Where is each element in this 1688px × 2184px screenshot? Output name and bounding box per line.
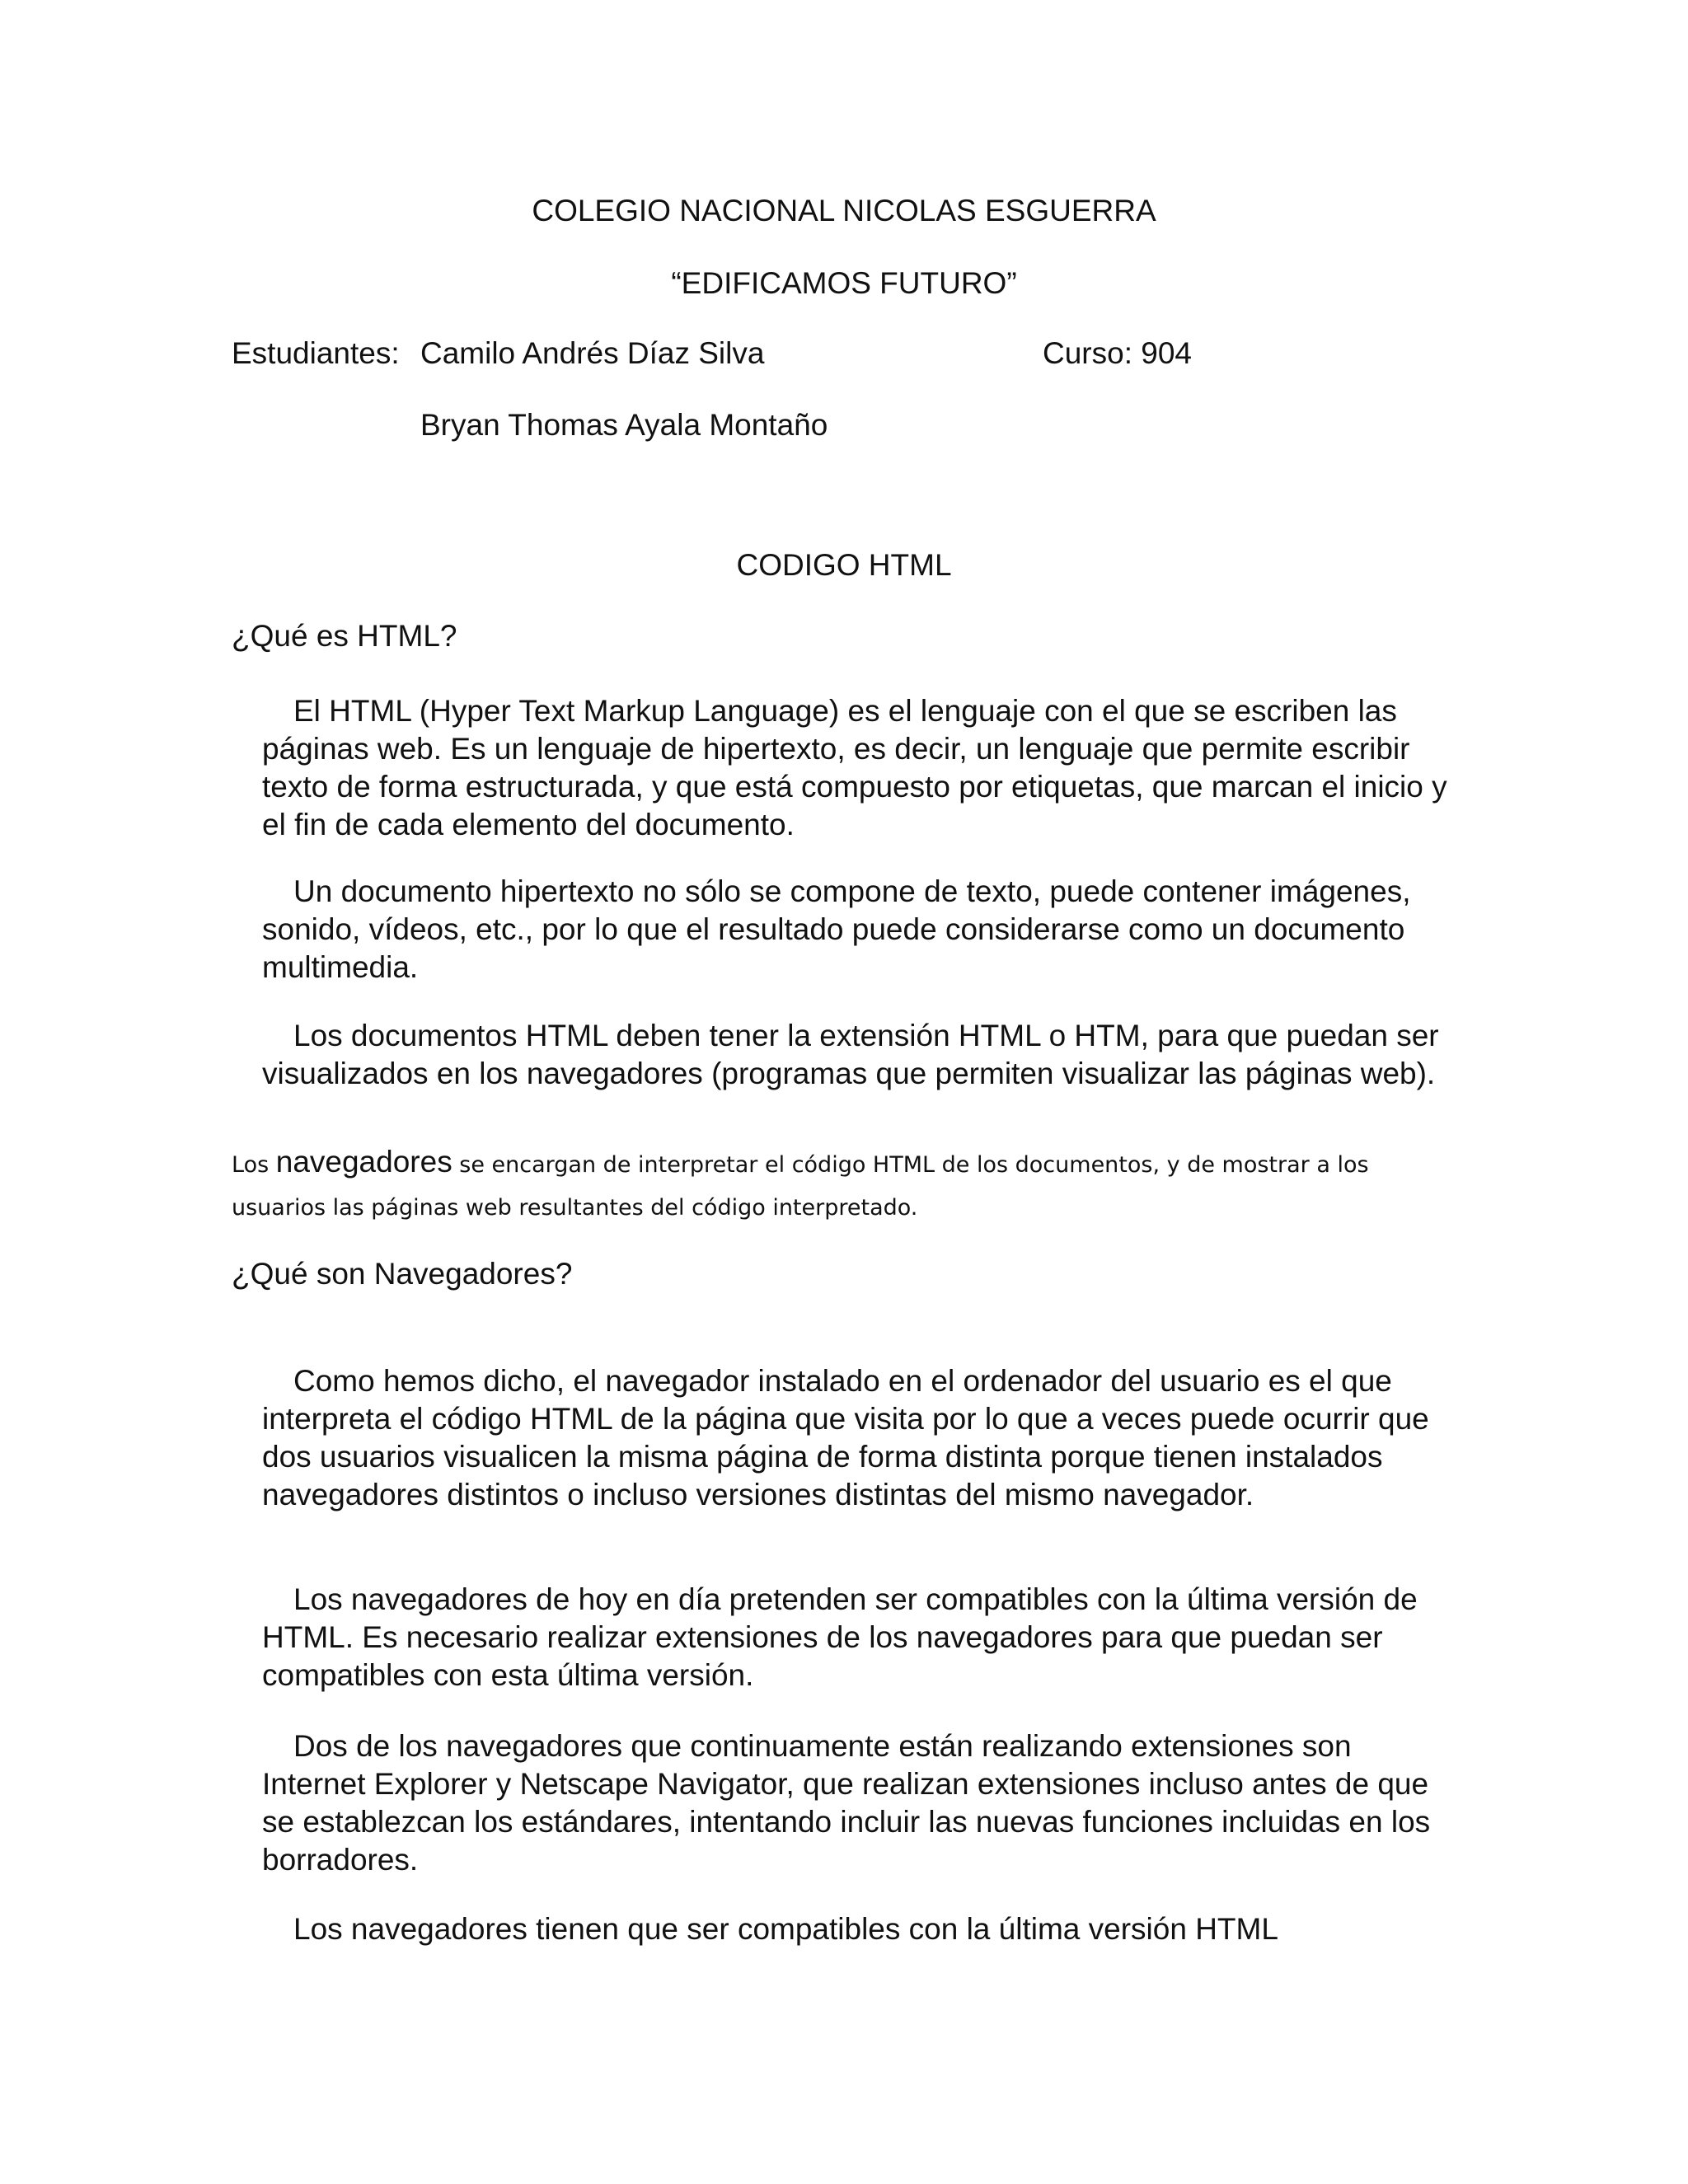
note-rest: se encargan de interpretar el código HTML de los documentos, y de mostrar a los usuarios las páginas web resultantes del código interpretado. [232,1152,1369,1221]
note-browsers [232,1141,1468,1230]
paragraph-text: Dos de los navegadores que continuamente están realizando extensiones son Internet Explorer y Netscape Navigator, que realizan extensiones incluso antes de que se establezcan los estándares, intentando incluir las nuevas funciones incluidas en los borradores. [262,1729,1431,1877]
paragraph-html-definition [262,692,1457,844]
paragraph-text: Los navegadores tienen que ser compatibles con la última versión HTML [293,1912,1278,1946]
paragraph-hypertext [262,873,1457,987]
document-title: CODIGO HTML [736,548,952,582]
paragraph-browser-interpretation [262,1362,1457,1514]
paragraph-text: Como hemos dicho, el navegador instalado en el ordenador del usuario es el que interpreta el código HTML de la página que visita por lo que a veces puede ocurrir que dos usuarios visualicen la misma página de forma distinta porque tienen instalados navegadores distintos o incluso versiones distintas del mismo navegador. [262,1364,1429,1511]
note-word: navegadores [275,1145,452,1179]
paragraph-text: Los documentos HTML deben tener la extensión HTML o HTM, para que puedan ser visualizados en los navegadores (programas que permiten visualizar las páginas web). [262,1019,1439,1090]
question-what-is-html: ¿Qué es HTML? [232,619,457,653]
student-name-1: Camilo Andrés Díaz Silva [420,336,765,370]
question-what-are-browsers: ¿Qué son Navegadores? [232,1257,573,1291]
paragraph-text: Los navegadores de hoy en día pretenden ser compatibles con la última versión de HTML. Es necesario realizar extensiones de los navegadores para que puedan ser compatibles con esta última versión. [262,1582,1418,1692]
students-label: Estudiantes: [232,336,400,370]
paragraph-extensions [262,1017,1457,1093]
school-motto: “EDIFICAMOS FUTURO” [671,266,1017,300]
student-name-2: Bryan Thomas Ayala Montaño [420,408,828,442]
course-label: Curso: 904 [1043,336,1192,370]
note-prefix: Los [232,1152,270,1178]
paragraph-compatibility [262,1581,1457,1694]
paragraph-ie-netscape [262,1727,1457,1879]
paragraph-last-version [262,1910,1457,1948]
paragraph-text: Un documento hipertexto no sólo se compone de texto, puede contener imágenes, sonido, vídeos, etc., por lo que el resultado puede considerarse como un documento multimedia. [262,874,1411,984]
paragraph-text: El HTML (Hyper Text Markup Language) es el lenguaje con el que se escriben las páginas web. Es un lenguaje de hipertexto, es decir, un lenguaje que permite escribir texto de forma estructurada, y que está compuesto por etiquetas, que marcan el inicio y el fin de cada elemento del documento. [262,694,1447,841]
school-name: COLEGIO NACIONAL NICOLAS ESGUERRA [532,194,1156,227]
